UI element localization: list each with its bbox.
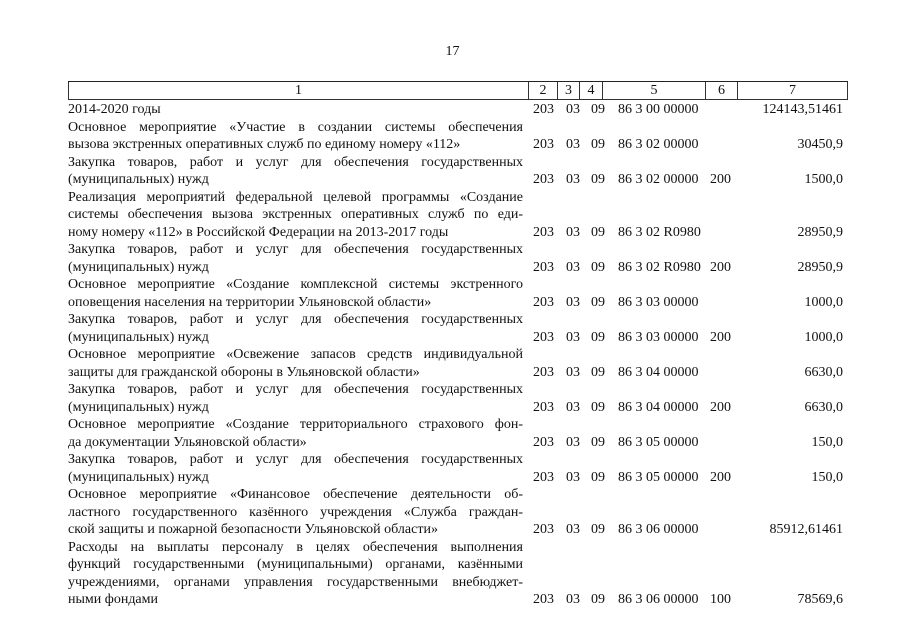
row-c5: 86 3 05 00000: [618, 434, 699, 450]
description-line: Закупка товаров, работ и услуг для обеспечения государственных: [68, 154, 523, 170]
row-c2: 203: [533, 592, 554, 607]
description-line: (муниципальных) нужд: [68, 399, 209, 415]
row-c7: 150,0: [811, 434, 843, 450]
row-c4: 09: [591, 259, 605, 275]
row-c6: 200: [710, 172, 731, 187]
row-c2: 203: [533, 434, 554, 450]
row-c5: 86 3 02 00000: [618, 137, 699, 152]
row-c7: 1000,0: [804, 329, 843, 345]
description-line: Основное мероприятие «Создание комплексной системы экстренного: [68, 277, 523, 292]
description-line: Основное мероприятие «Создание территориального страхового фон-: [68, 417, 523, 432]
row-c6: 200: [710, 329, 731, 345]
description-line: ными фондами: [68, 592, 159, 607]
description-line: (муниципальных) нужд: [68, 469, 209, 485]
row-description: [68, 381, 523, 416]
description-line: Закупка товаров, работ и услуг для обеспечения государственных: [68, 242, 523, 257]
row-c4: 09: [591, 224, 605, 240]
row-c4: 09: [591, 592, 605, 607]
row-c5: 86 3 06 00000: [618, 592, 699, 607]
description-line: Закупка товаров, работ и услуг для обеспечения государственных: [68, 382, 523, 397]
table-row: [68, 101, 848, 119]
table-row: [68, 311, 848, 346]
table-header: [68, 81, 848, 100]
row-c4: 09: [591, 294, 605, 310]
header-col-7: 7: [737, 82, 848, 100]
row-c4: 09: [591, 434, 605, 450]
description-line: Реализация мероприятий федеральной целевой программы «Создание: [68, 189, 523, 205]
row-c7: 28950,9: [797, 259, 843, 275]
table-row: [68, 276, 848, 311]
description-line: (муниципальных) нужд: [68, 172, 209, 187]
table-row: [68, 486, 848, 539]
row-description: [68, 189, 523, 242]
row-c3: 03: [566, 224, 580, 240]
description-line: Основное мероприятие «Освежение запасов средств индивидуальной: [68, 347, 523, 362]
row-c4: 09: [591, 469, 605, 485]
row-c7: 6630,0: [804, 399, 843, 415]
description-line: функций государственными (муниципальными) органами, казёнными: [68, 557, 523, 572]
row-c3: 03: [566, 329, 580, 345]
row-description: [68, 486, 523, 539]
row-c5: 86 3 02 R0980: [618, 224, 701, 240]
row-c2: 203: [533, 399, 554, 415]
table-row: [68, 539, 848, 609]
table-row: [68, 381, 848, 416]
row-c7: 150,0: [811, 469, 843, 485]
row-c7: 78569,6: [797, 592, 843, 607]
description-line: Основное мероприятие «Участие в создании системы обеспечения: [68, 119, 523, 135]
row-c4: 09: [591, 364, 605, 380]
description-line: ластного государственного казённого учреждения «Служба граждан-: [68, 504, 523, 520]
row-description: [68, 416, 523, 451]
row-c7: 1000,0: [804, 294, 843, 310]
row-c2: 203: [533, 137, 554, 152]
row-c6: 200: [710, 259, 731, 275]
row-c6: 200: [710, 469, 731, 485]
row-c2: 203: [533, 522, 554, 537]
row-description: [68, 241, 523, 276]
row-c2: 203: [533, 102, 554, 117]
row-c3: 03: [566, 399, 580, 415]
row-description: [68, 101, 523, 119]
row-description: [68, 119, 523, 154]
row-c4: 09: [591, 172, 605, 187]
row-c5: 86 3 02 00000: [618, 172, 699, 187]
description-line: ному номеру «112» в Российской Федерации на 2013-2017 годы: [68, 224, 449, 240]
header-col-1: 1: [68, 82, 529, 100]
row-c3: 03: [566, 434, 580, 450]
row-c3: 03: [566, 172, 580, 187]
description-line: защиты для гражданской обороны в Ульяновской области»: [68, 364, 420, 380]
table-row: [68, 451, 848, 486]
row-c4: 09: [591, 137, 605, 152]
page-number: 17: [445, 44, 460, 59]
row-c5: 86 3 05 00000: [618, 469, 699, 485]
row-c7: 85912,61461: [769, 522, 843, 537]
description-line: системы обеспечения вызова экстренных оперативных служб по еди-: [68, 207, 523, 222]
row-c2: 203: [533, 329, 554, 345]
row-c7: 6630,0: [804, 364, 843, 380]
row-c2: 203: [533, 469, 554, 485]
description-line: Закупка товаров, работ и услуг для обеспечения государственных: [68, 452, 523, 467]
row-c5: 86 3 02 R0980: [618, 259, 701, 275]
header-col-2: 2: [528, 82, 558, 100]
description-line: оповещения населения на территории Ульяновской области»: [68, 294, 432, 310]
row-c4: 09: [591, 399, 605, 415]
description-line: Основное мероприятие «Финансовое обеспечение деятельности об-: [68, 487, 523, 502]
row-c3: 03: [566, 294, 580, 310]
header-col-4: 4: [579, 82, 603, 100]
row-c4: 09: [591, 522, 605, 537]
table-row: [68, 346, 848, 381]
table-body: [68, 101, 848, 609]
row-c5: 86 3 00 00000: [618, 102, 699, 117]
row-c2: 203: [533, 294, 554, 310]
description-line: (муниципальных) нужд: [68, 259, 209, 275]
row-description: [68, 451, 523, 486]
row-description: [68, 154, 523, 189]
description-line: (муниципальных) нужд: [68, 329, 209, 345]
description-line: учреждениями, органами управления государственными внебюджет-: [68, 574, 523, 590]
row-description: [68, 311, 523, 346]
row-c3: 03: [566, 592, 580, 607]
row-c3: 03: [566, 102, 580, 117]
description-line: 2014-2020 годы: [68, 102, 161, 117]
row-c6: 200: [710, 399, 731, 415]
description-line: Закупка товаров, работ и услуг для обеспечения государственных: [68, 312, 523, 327]
description-line: да документации Ульяновской области»: [68, 434, 307, 450]
row-c2: 203: [533, 172, 554, 187]
row-c2: 203: [533, 259, 554, 275]
row-c2: 203: [533, 224, 554, 240]
header-col-3: 3: [557, 82, 580, 100]
row-c3: 03: [566, 137, 580, 152]
row-c4: 09: [591, 329, 605, 345]
row-c3: 03: [566, 259, 580, 275]
row-description: [68, 346, 523, 381]
description-line: ской защиты и пожарной безопасности Ульяновской области»: [68, 522, 438, 537]
row-c5: 86 3 03 00000: [618, 329, 699, 345]
row-c7: 124143,51461: [762, 102, 843, 117]
row-c3: 03: [566, 522, 580, 537]
row-description: [68, 539, 523, 609]
header-col-6: 6: [705, 82, 738, 100]
table-row: [68, 416, 848, 451]
row-c3: 03: [566, 364, 580, 380]
row-c3: 03: [566, 469, 580, 485]
row-c7: 30450,9: [797, 137, 843, 152]
description-line: вызова экстренных оперативных служб по единому номеру «112»: [68, 137, 461, 152]
header-col-5: 5: [602, 82, 706, 100]
row-c5: 86 3 04 00000: [618, 364, 699, 380]
table-row: [68, 154, 848, 189]
row-c6: 100: [710, 592, 731, 607]
row-c5: 86 3 06 00000: [618, 522, 699, 537]
row-c4: 09: [591, 102, 605, 117]
table-row: [68, 189, 848, 242]
table-row: [68, 241, 848, 276]
row-c7: 28950,9: [797, 224, 843, 240]
row-c5: 86 3 03 00000: [618, 294, 699, 310]
row-c5: 86 3 04 00000: [618, 399, 699, 415]
description-line: Расходы на выплаты персоналу в целях обеспечения выполнения: [68, 539, 523, 555]
table-row: [68, 119, 848, 154]
row-c7: 1500,0: [804, 172, 843, 187]
row-description: [68, 276, 523, 311]
row-c2: 203: [533, 364, 554, 380]
